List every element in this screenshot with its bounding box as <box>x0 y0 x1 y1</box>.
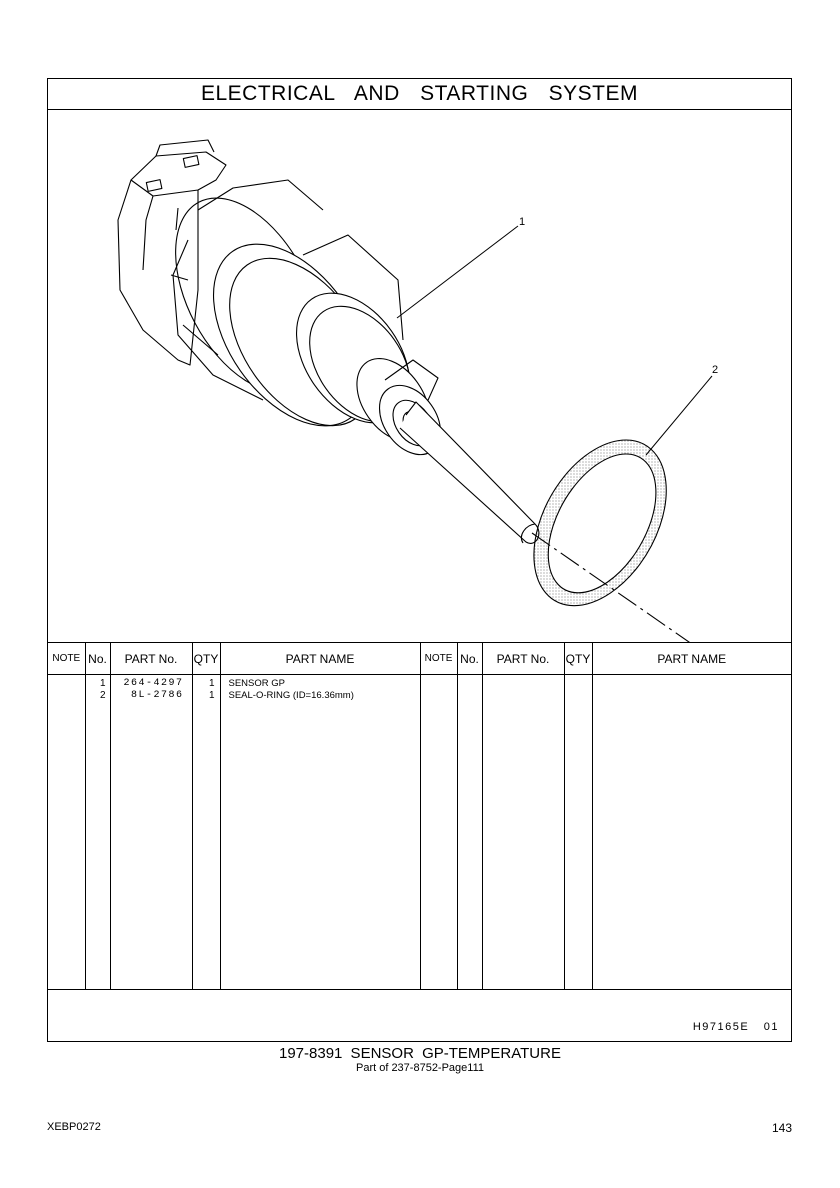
table-row-2-no: 2 <box>99 689 106 701</box>
empty-cell <box>420 675 457 990</box>
group-subtitle: Part of 237-8752-Page111 <box>355 1062 485 1074</box>
sensor-drawing <box>48 110 791 643</box>
col-part-no-right: PART No. <box>482 643 564 675</box>
empty-cell <box>457 675 482 990</box>
table-row-2-qty: 1 <box>208 689 215 701</box>
callout-2: 2 <box>712 364 719 376</box>
table-body <box>48 675 791 990</box>
empty-cell <box>592 675 791 990</box>
empty-cell <box>564 675 592 990</box>
group-title: 197-8391 SENSOR GP-TEMPERATURE <box>279 1045 561 1062</box>
table-row-2-note <box>48 690 85 702</box>
section-title: ELECTRICAL AND STARTING SYSTEM <box>200 82 639 105</box>
page-number: 143 <box>771 1121 792 1135</box>
part-name-cell <box>220 675 420 990</box>
parts-list-table <box>48 642 791 989</box>
illustration-footer <box>48 989 791 1041</box>
table-row-1-part-no: 264-4297 <box>123 678 184 689</box>
leader-line-1 <box>397 226 518 318</box>
table-row-1-name: SENSOR GP <box>228 678 285 689</box>
catalog-page-frame <box>47 78 792 1042</box>
document-code: XEBP0272 <box>47 1121 101 1133</box>
connector-housing <box>118 140 226 365</box>
table-row-1-note <box>48 678 85 690</box>
col-no: No. <box>85 643 110 675</box>
table-row-1-no: 1 <box>99 678 106 689</box>
col-note-right: NOTE <box>420 643 457 675</box>
col-part-name-right: PART NAME <box>592 643 791 675</box>
illustration-number: H97165E <box>692 1021 750 1033</box>
no-cell <box>85 675 110 990</box>
table-header-row <box>48 643 791 675</box>
table-row-2-part-no: 8L-2786 <box>130 689 184 701</box>
leader-line-2 <box>646 376 712 455</box>
table-row-2-name: SEAL-O-RING (ID=16.36mm) <box>228 689 354 701</box>
illustration-code <box>693 1021 779 1033</box>
qty-cell <box>192 675 220 990</box>
col-note: NOTE <box>48 643 85 675</box>
probe-tip <box>400 402 539 543</box>
col-qty: QTY <box>192 643 220 675</box>
col-qty-right: QTY <box>564 643 592 675</box>
col-part-no: PART No. <box>110 643 192 675</box>
sheet-number: 01 <box>763 1021 779 1033</box>
part-no-cell <box>110 675 192 990</box>
col-no-right: No. <box>457 643 482 675</box>
callout-1: 1 <box>519 216 526 228</box>
exploded-view-illustration <box>48 110 791 643</box>
section-title-bar <box>48 79 791 110</box>
empty-cell <box>482 675 564 990</box>
note-cell <box>48 675 85 990</box>
table-row-1-qty: 1 <box>208 678 215 689</box>
col-part-name: PART NAME <box>220 643 420 675</box>
